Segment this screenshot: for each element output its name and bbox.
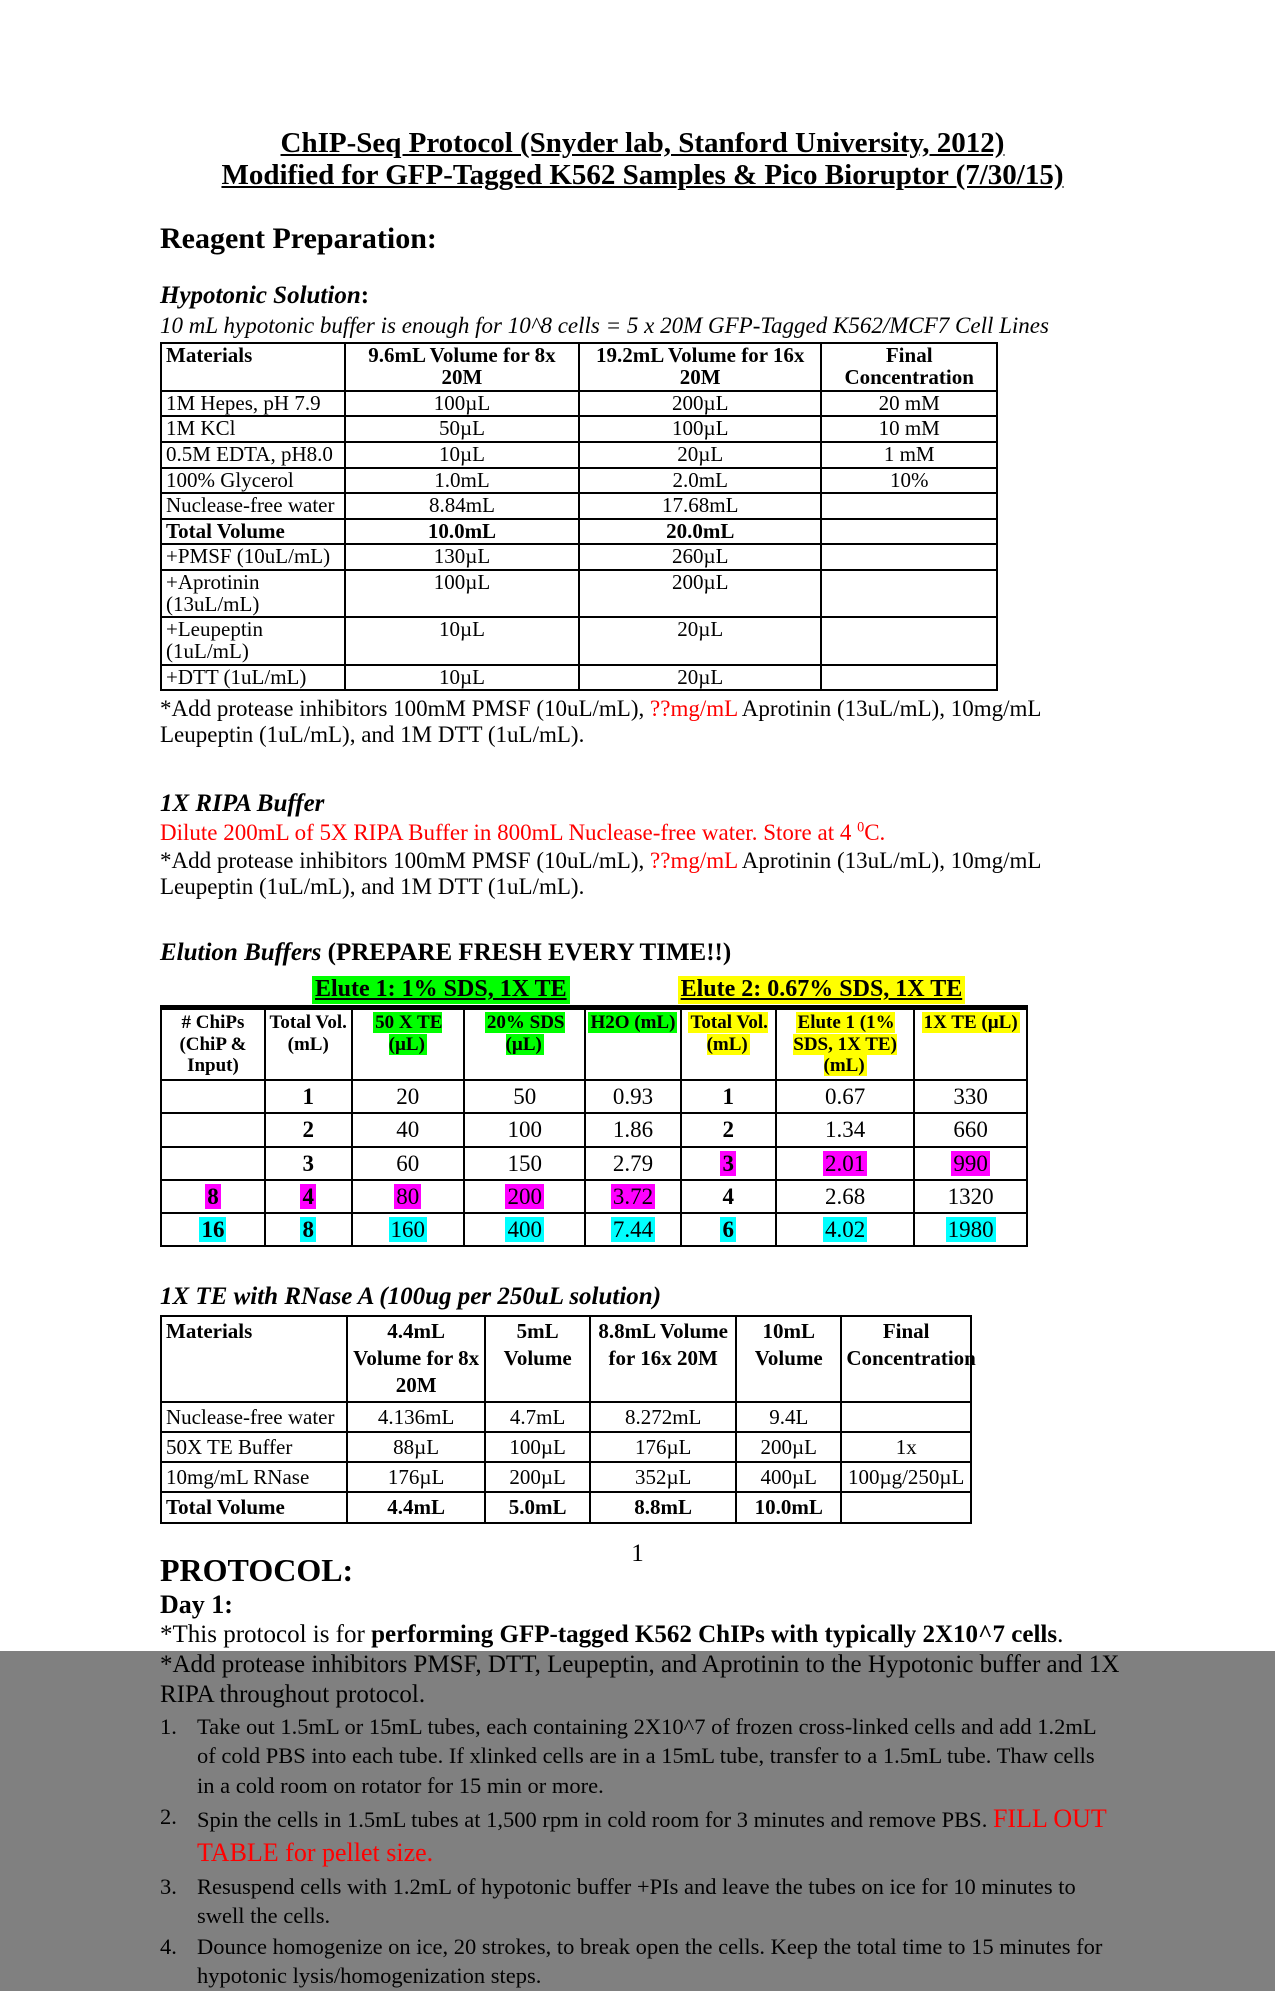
protocol-intro-1 xyxy=(160,1620,1120,1650)
table-cell xyxy=(914,1213,1027,1246)
protocol-step-1 xyxy=(160,1712,1115,1800)
highlighted-value: 80 xyxy=(396,1183,420,1209)
table-cell: Total Volume xyxy=(161,519,345,545)
highlighted-value: 1980 xyxy=(947,1216,994,1242)
table-cell: 150 xyxy=(464,1147,585,1180)
table-cell: 20 xyxy=(352,1080,465,1113)
step-3-text xyxy=(197,1872,1115,1931)
table-cell: 330 xyxy=(914,1080,1027,1113)
table-cell: 20µL xyxy=(579,442,821,468)
table-row xyxy=(161,1402,971,1432)
table-cell: 20µL xyxy=(579,665,821,691)
column-header-cell: Materials xyxy=(161,1316,347,1402)
column-header-cell xyxy=(776,1009,915,1081)
table-cell: 100µL xyxy=(485,1432,590,1462)
table-row xyxy=(161,1213,1027,1246)
table-cell xyxy=(776,1147,915,1180)
table-cell: 100% Glycerol xyxy=(161,468,345,494)
table-cell: 10% xyxy=(821,468,997,494)
table-cell: +DTT (1uL/mL) xyxy=(161,665,345,691)
table-cell: 1320 xyxy=(914,1180,1027,1213)
table-cell: 1 xyxy=(681,1080,776,1113)
table-cell: 0.67 xyxy=(776,1080,915,1113)
table-row xyxy=(161,519,997,545)
table-cell: 4.4mL xyxy=(347,1492,485,1522)
table-cell: 100µL xyxy=(579,416,821,442)
table-cell: 1M KCl xyxy=(161,416,345,442)
table-cell: 3 xyxy=(265,1147,352,1180)
table-cell: Nuclease-free water xyxy=(161,1402,347,1432)
highlighted-value: 2.01 xyxy=(824,1150,866,1176)
table-cell: 4.136mL xyxy=(347,1402,485,1432)
hypotonic-footnote-red: ??mg/mL xyxy=(650,696,738,722)
ripa-footnote-post: Aprotinin (13uL/mL), 10mg/mL Leupeptin (1uL/mL), and 1M DTT (1uL/mL). xyxy=(160,847,1041,899)
table-cell: +Aprotinin (13uL/mL) xyxy=(161,570,345,617)
highlighted-value: 6 xyxy=(722,1216,734,1242)
table-row xyxy=(161,468,997,494)
table-cell xyxy=(161,1147,265,1180)
table-cell xyxy=(464,1213,585,1246)
table-row xyxy=(161,391,997,417)
column-header-cell: 5mL Volume xyxy=(485,1316,590,1402)
table-cell: 10µL xyxy=(345,442,579,468)
highlighted-value: 200 xyxy=(507,1183,542,1209)
ripa-dilute-instruction xyxy=(160,820,1125,846)
table-cell: 4.7mL xyxy=(485,1402,590,1432)
table-cell xyxy=(681,1147,776,1180)
table-cell: 1 mM xyxy=(821,442,997,468)
table-cell: 1M Hepes, pH 7.9 xyxy=(161,391,345,417)
highlighted-value: 3 xyxy=(722,1150,734,1176)
table-cell: +Leupeptin (1uL/mL) xyxy=(161,617,345,664)
table-cell: 10µL xyxy=(345,617,579,664)
hypotonic-footnote xyxy=(160,696,1105,748)
table-row xyxy=(161,416,997,442)
table-row xyxy=(161,1432,971,1462)
table-cell: 400µL xyxy=(736,1462,841,1492)
table-cell: 60 xyxy=(352,1147,465,1180)
protocol-step-3 xyxy=(160,1872,1115,1931)
step-1-text-main: Take out 1.5mL or 15mL tubes, each containing 2X10^7 of frozen cross-linked cells and add 1.2mL of cold PBS into each tube. If xlinked cells are in a 15mL tube, transfer to a 1.5mL tube. Thaw cells in a cold room on rotator for 15 min or more. xyxy=(197,1714,1096,1798)
table-cell: 200µL xyxy=(736,1432,841,1462)
table-cell: 100 xyxy=(464,1113,585,1146)
highlighted-value: 4 xyxy=(302,1183,314,1209)
table-row xyxy=(161,1147,1027,1180)
highlighted-value: 8 xyxy=(207,1183,219,1209)
table-cell: 2.68 xyxy=(776,1180,915,1213)
elution-buffers-table xyxy=(160,1008,1028,1247)
table-cell xyxy=(585,1180,680,1213)
table-row xyxy=(161,1462,971,1492)
ripa-footnote xyxy=(160,848,1105,900)
day-1-heading: Day 1: xyxy=(160,1590,233,1620)
table-cell xyxy=(914,1147,1027,1180)
table-cell: 8.84mL xyxy=(345,493,579,519)
table-cell xyxy=(464,1180,585,1213)
table-cell: Nuclease-free water xyxy=(161,493,345,519)
protocol-heading: PROTOCOL: xyxy=(160,1551,354,1588)
table-cell: 10µL xyxy=(345,665,579,691)
table-cell: 10mg/mL RNase xyxy=(161,1462,347,1492)
step-2-text-red: FILL OUT TABLE for pellet size. xyxy=(197,1803,1107,1867)
table-cell: 20.0mL xyxy=(579,519,821,545)
table-cell: 4 xyxy=(681,1180,776,1213)
reagent-preparation-heading: Reagent Preparation: xyxy=(160,221,437,255)
column-header-cell xyxy=(681,1009,776,1081)
table-cell: 200µL xyxy=(579,391,821,417)
table-cell xyxy=(776,1213,915,1246)
table-cell: 88µL xyxy=(347,1432,485,1462)
table-cell: 0.5M EDTA, pH8.0 xyxy=(161,442,345,468)
table-cell xyxy=(161,1213,265,1246)
table-row xyxy=(161,1080,1027,1113)
highlighted-value: 8 xyxy=(302,1216,314,1242)
highlighted-value: 990 xyxy=(953,1150,988,1176)
step-3-text-main: Resuspend cells with 1.2mL of hypotonic buffer +PIs and leave the tubes on ice for 10 minutes to swell the cells. xyxy=(197,1873,1076,1928)
column-header-cell: 19.2mL Volume for 16x 20M xyxy=(579,343,821,390)
table-row xyxy=(161,570,997,617)
step-1-number: 1. xyxy=(160,1714,177,1740)
table-cell xyxy=(821,570,997,617)
table-cell: 176µL xyxy=(347,1462,485,1492)
column-header-cell xyxy=(585,1009,680,1081)
table-cell: 176µL xyxy=(590,1432,736,1462)
table-cell: 260µL xyxy=(579,544,821,570)
step-2-text xyxy=(197,1802,1115,1870)
step-4-number: 4. xyxy=(160,1934,177,1960)
column-header-cell xyxy=(914,1009,1027,1081)
table-cell: 20 mM xyxy=(821,391,997,417)
table-cell xyxy=(841,1402,971,1432)
step-2-number: 2. xyxy=(160,1803,177,1829)
column-header-cell: 10mL Volume xyxy=(736,1316,841,1402)
ripa-footnote-red: ??mg/mL xyxy=(650,847,738,873)
ripa-dilute-pre: Dilute 200mL of 5X RIPA Buffer in 800mL Nuclease-free water. Store at 4 xyxy=(160,820,858,846)
column-header-cell: 9.6mL Volume for 8x 20M xyxy=(345,343,579,390)
table-cell xyxy=(821,519,997,545)
table-header-row xyxy=(161,343,997,390)
step-2-text-main: Spin the cells in 1.5mL tubes at 1,500 rpm in cold room for 3 minutes and remove PBS. xyxy=(197,1806,993,1832)
highlighted-value: 20% SDS (µL) xyxy=(486,1011,565,1055)
table-row xyxy=(161,493,997,519)
table-cell: 130µL xyxy=(345,544,579,570)
highlighted-value: 7.44 xyxy=(612,1216,654,1242)
step-3-number: 3. xyxy=(160,1873,177,1899)
highlighted-value: 160 xyxy=(390,1216,426,1242)
te-rnase-table xyxy=(160,1315,976,1524)
column-header-cell: # ChiPs (ChiP & Input) xyxy=(161,1009,265,1081)
table-cell: 50µL xyxy=(345,416,579,442)
table-row xyxy=(161,617,997,664)
highlighted-value: 16 xyxy=(201,1216,225,1242)
table-cell xyxy=(161,1180,265,1213)
table-cell: 1.86 xyxy=(585,1113,680,1146)
table-row xyxy=(161,544,997,570)
step-1-text xyxy=(197,1712,1115,1800)
step-4-text xyxy=(197,1932,1115,1991)
table-cell: 100µL xyxy=(345,391,579,417)
table-cell xyxy=(841,1492,971,1522)
hypotonic-note: 10 mL hypotonic buffer is enough for 10^8 cells = 5 x 20M GFP-Tagged K562/MCF7 Cell Lines xyxy=(160,313,1049,339)
table-cell xyxy=(161,1080,265,1113)
ripa-degree-superscript: 0 xyxy=(857,819,865,836)
column-header-cell: Materials xyxy=(161,343,345,390)
table-cell: 1.0mL xyxy=(345,468,579,494)
table-cell: 200µL xyxy=(579,570,821,617)
highlighted-value: Elute 1 (1% SDS, 1X TE) (mL) xyxy=(793,1011,897,1077)
table-cell: 10.0mL xyxy=(345,519,579,545)
table-cell: 660 xyxy=(914,1113,1027,1146)
table-cell: 2.0mL xyxy=(579,468,821,494)
table-cell: 9.4L xyxy=(736,1402,841,1432)
table-cell: 5.0mL xyxy=(485,1492,590,1522)
elute-2-label: Elute 2: 0.67% SDS, 1X TE xyxy=(678,976,966,1004)
table-cell: 1x xyxy=(841,1432,971,1462)
column-header-cell: 4.4mL Volume for 8x 20M xyxy=(347,1316,485,1402)
column-header-cell xyxy=(352,1009,465,1081)
protocol-step-4 xyxy=(160,1932,1115,1991)
column-header-cell: 8.8mL Volume for 16x 20M xyxy=(590,1316,736,1402)
highlighted-value: 50 X TE (µL) xyxy=(375,1011,443,1055)
step-4-text-main: Dounce homogenize on ice, 20 strokes, to break open the cells. Keep the total time to 15 minutes for hypotonic lysis/homogenization steps. xyxy=(197,1934,1103,1989)
ripa-footnote-pre: *Add protease inhibitors 100mM PMSF (10uL/mL), xyxy=(160,847,651,873)
table-cell xyxy=(352,1213,465,1246)
table-cell xyxy=(821,665,997,691)
elution-buffers-heading xyxy=(160,939,1125,968)
table-cell: 2 xyxy=(681,1113,776,1146)
hypotonic-solution-table xyxy=(160,342,998,691)
table-cell: 0.93 xyxy=(585,1080,680,1113)
table-cell xyxy=(265,1180,352,1213)
column-header-cell: Total Vol. (mL) xyxy=(265,1009,352,1081)
highlighted-value: Total Vol. (mL) xyxy=(690,1011,768,1055)
table-cell: Total Volume xyxy=(161,1492,347,1522)
column-header-cell xyxy=(464,1009,585,1081)
table-header-row xyxy=(161,1316,971,1402)
table-cell: 8.272mL xyxy=(590,1402,736,1432)
highlighted-value: 1X TE (µL) xyxy=(923,1011,1018,1033)
table-cell: 50 xyxy=(464,1080,585,1113)
elute-1-label: Elute 1: 1% SDS, 1X TE xyxy=(312,976,570,1004)
elution-labels-row xyxy=(160,976,1028,1008)
highlighted-value: 400 xyxy=(507,1216,542,1242)
document-title-line-1 xyxy=(160,128,1125,160)
table-cell xyxy=(821,617,997,664)
table-cell: 50X TE Buffer xyxy=(161,1432,347,1462)
table-row xyxy=(161,1492,971,1522)
hypotonic-footnote-post: Aprotinin (13uL/mL), 10mg/mL Leupeptin (1uL/mL), and 1M DTT (1uL/mL). xyxy=(160,696,1041,747)
table-cell: 200µL xyxy=(485,1462,590,1492)
hypotonic-solution-heading xyxy=(160,282,1125,311)
elution-buffers-heading-rest: (PREPARE FRESH EVERY TIME!!) xyxy=(321,939,732,967)
protocol-intro-1-bold: performing GFP-tagged K562 ChIPs with typically 2X10^7 cells xyxy=(371,1621,1058,1649)
table-cell xyxy=(821,493,997,519)
protocol-step-2 xyxy=(160,1802,1115,1870)
table-cell: 100µg/250µL xyxy=(841,1462,971,1492)
table-cell: 1.34 xyxy=(776,1113,915,1146)
highlighted-value: 3.72 xyxy=(612,1183,654,1209)
table-cell: 10 mM xyxy=(821,416,997,442)
table-cell: 10.0mL xyxy=(736,1492,841,1522)
table-row xyxy=(161,1180,1027,1213)
hypotonic-solution-heading-text: Hypotonic Solution xyxy=(160,282,361,310)
table-cell: 2 xyxy=(265,1113,352,1146)
protocol-intro-1-post: . xyxy=(1057,1621,1064,1649)
column-header-cell: Final Concentration xyxy=(821,343,997,390)
table-cell xyxy=(821,544,997,570)
protocol-intro-2: *Add protease inhibitors PMSF, DTT, Leupeptin, and Aprotinin to the Hypotonic buffer and 1X RIPA throughout protocol. xyxy=(160,1651,1120,1709)
table-cell: 17.68mL xyxy=(579,493,821,519)
page-number: 1 xyxy=(631,1540,644,1567)
table-cell: +PMSF (10uL/mL) xyxy=(161,544,345,570)
document-title-line-2 xyxy=(160,160,1125,192)
table-cell xyxy=(161,1113,265,1146)
column-header-cell: Final Concentration xyxy=(841,1316,971,1402)
table-row xyxy=(161,665,997,691)
table-row xyxy=(161,442,997,468)
table-cell: 20µL xyxy=(579,617,821,664)
hypotonic-solution-heading-colon: : xyxy=(360,282,370,310)
elution-buffers-heading-italic: Elution Buffers xyxy=(160,939,322,967)
hypotonic-footnote-pre: *Add protease inhibitors 100mM PMSF (10uL/mL), xyxy=(160,696,651,722)
protocol-steps-list xyxy=(160,1712,1115,1990)
te-rnase-heading: 1X TE with RNase A (100ug per 250uL solution) xyxy=(160,1282,662,1310)
highlighted-value: 4.02 xyxy=(824,1216,866,1242)
ripa-dilute-post: C. xyxy=(864,820,886,846)
table-cell: 8.8mL xyxy=(590,1492,736,1522)
table-cell xyxy=(681,1213,776,1246)
table-row xyxy=(161,1113,1027,1146)
ripa-buffer-heading: 1X RIPA Buffer xyxy=(160,789,325,817)
highlighted-value: H2O (mL) xyxy=(590,1011,676,1033)
table-cell xyxy=(265,1213,352,1246)
table-cell: 1 xyxy=(265,1080,352,1113)
table-header-row xyxy=(161,1009,1027,1081)
table-cell xyxy=(352,1180,465,1213)
table-cell: 2.79 xyxy=(585,1147,680,1180)
document-title-line-1-text: ChIP-Seq Protocol (Snyder lab, Stanford University, 2012) xyxy=(280,127,1005,159)
protocol-intro-1-pre: *This protocol is for xyxy=(160,1621,372,1649)
document-title-line-2-text: Modified for GFP-Tagged K562 Samples & Pico Bioruptor (7/30/15) xyxy=(221,158,1064,191)
table-cell: 352µL xyxy=(590,1462,736,1492)
table-cell: 100µL xyxy=(345,570,579,617)
table-cell: 40 xyxy=(352,1113,465,1146)
table-cell xyxy=(585,1213,680,1246)
